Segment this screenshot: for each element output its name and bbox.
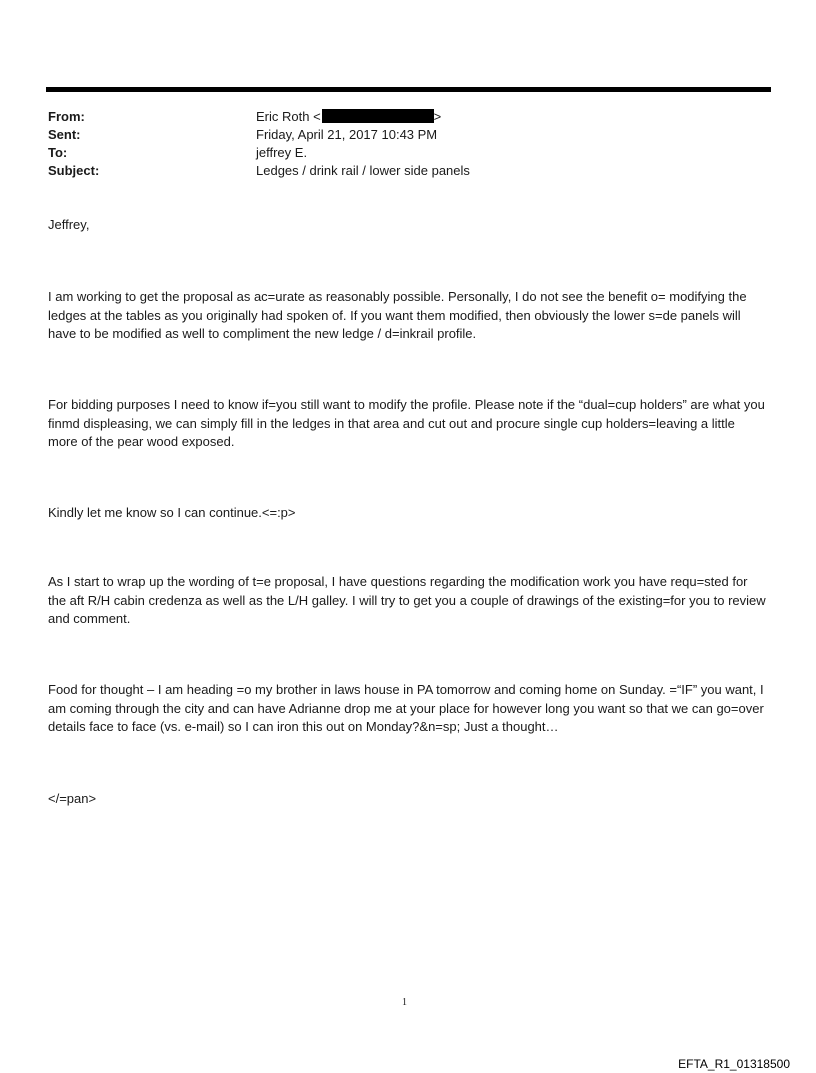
to-label: To: bbox=[48, 145, 68, 160]
to-value: jeffrey E. bbox=[256, 145, 308, 160]
redaction-box bbox=[322, 109, 434, 123]
sender-name: Eric Roth < bbox=[256, 109, 321, 124]
subject-value: Ledges / drink rail / lower side panels bbox=[256, 163, 470, 178]
body-paragraph: Kindly let me know so I can continue.<=:p> bbox=[48, 505, 296, 520]
body-paragraph: </=pan> bbox=[48, 791, 97, 806]
bates-number: EFTA_R1_01318500 bbox=[678, 1057, 790, 1071]
page-number: 1 bbox=[402, 997, 407, 1008]
sent-row bbox=[48, 126, 768, 144]
header-divider bbox=[46, 87, 771, 92]
subject-label: Subject: bbox=[48, 163, 100, 178]
sent-label: Sent: bbox=[48, 127, 81, 142]
body-paragraph: Food for thought – I am heading =o my brother in laws house in PA tomorrow and coming home on Sunday. =“IF” you want, I am coming through the city and can have Adrianne drop me at your place for however long you want so that we can go=over details face to face (vs. e-mail) so I can iron this out on Monday?&n=sp; Just a thought… bbox=[48, 682, 764, 734]
from-value bbox=[256, 108, 441, 126]
from-row bbox=[48, 108, 768, 126]
subject-row bbox=[48, 162, 768, 180]
sent-value: Friday, April 21, 2017 10:43 PM bbox=[256, 127, 438, 142]
body-paragraph: For bidding purposes I need to know if=you still want to modify the profile. Please note if the “dual=cup holders” are what you finmd displeasing, we can simply fill in the ledges in that area and cut out and procure single cup holders=leaving a little more of the pear wood exposed. bbox=[48, 397, 765, 449]
greeting: Jeffrey, bbox=[48, 217, 90, 232]
sender-suffix: > bbox=[433, 109, 442, 124]
to-row bbox=[48, 144, 768, 162]
email-header bbox=[48, 108, 768, 180]
body-paragraph: As I start to wrap up the wording of t=e proposal, I have questions regarding the modification work you have requ=sted for the aft R/H cabin credenza as well as the L/H galley. I will try to get you a couple of drawings of the existing=for you to review and comment. bbox=[48, 574, 766, 626]
body-paragraph: I am working to get the proposal as ac=urate as reasonably possible. Personally, I do not see the benefit o= modifying the ledges at the tables as you originally had spoken of. If you want them modified, then obviously the lower s=de panels will have to be modified as well to compliment the new ledge / d=inkrail profile. bbox=[48, 289, 747, 341]
from-label: From: bbox=[48, 109, 85, 124]
